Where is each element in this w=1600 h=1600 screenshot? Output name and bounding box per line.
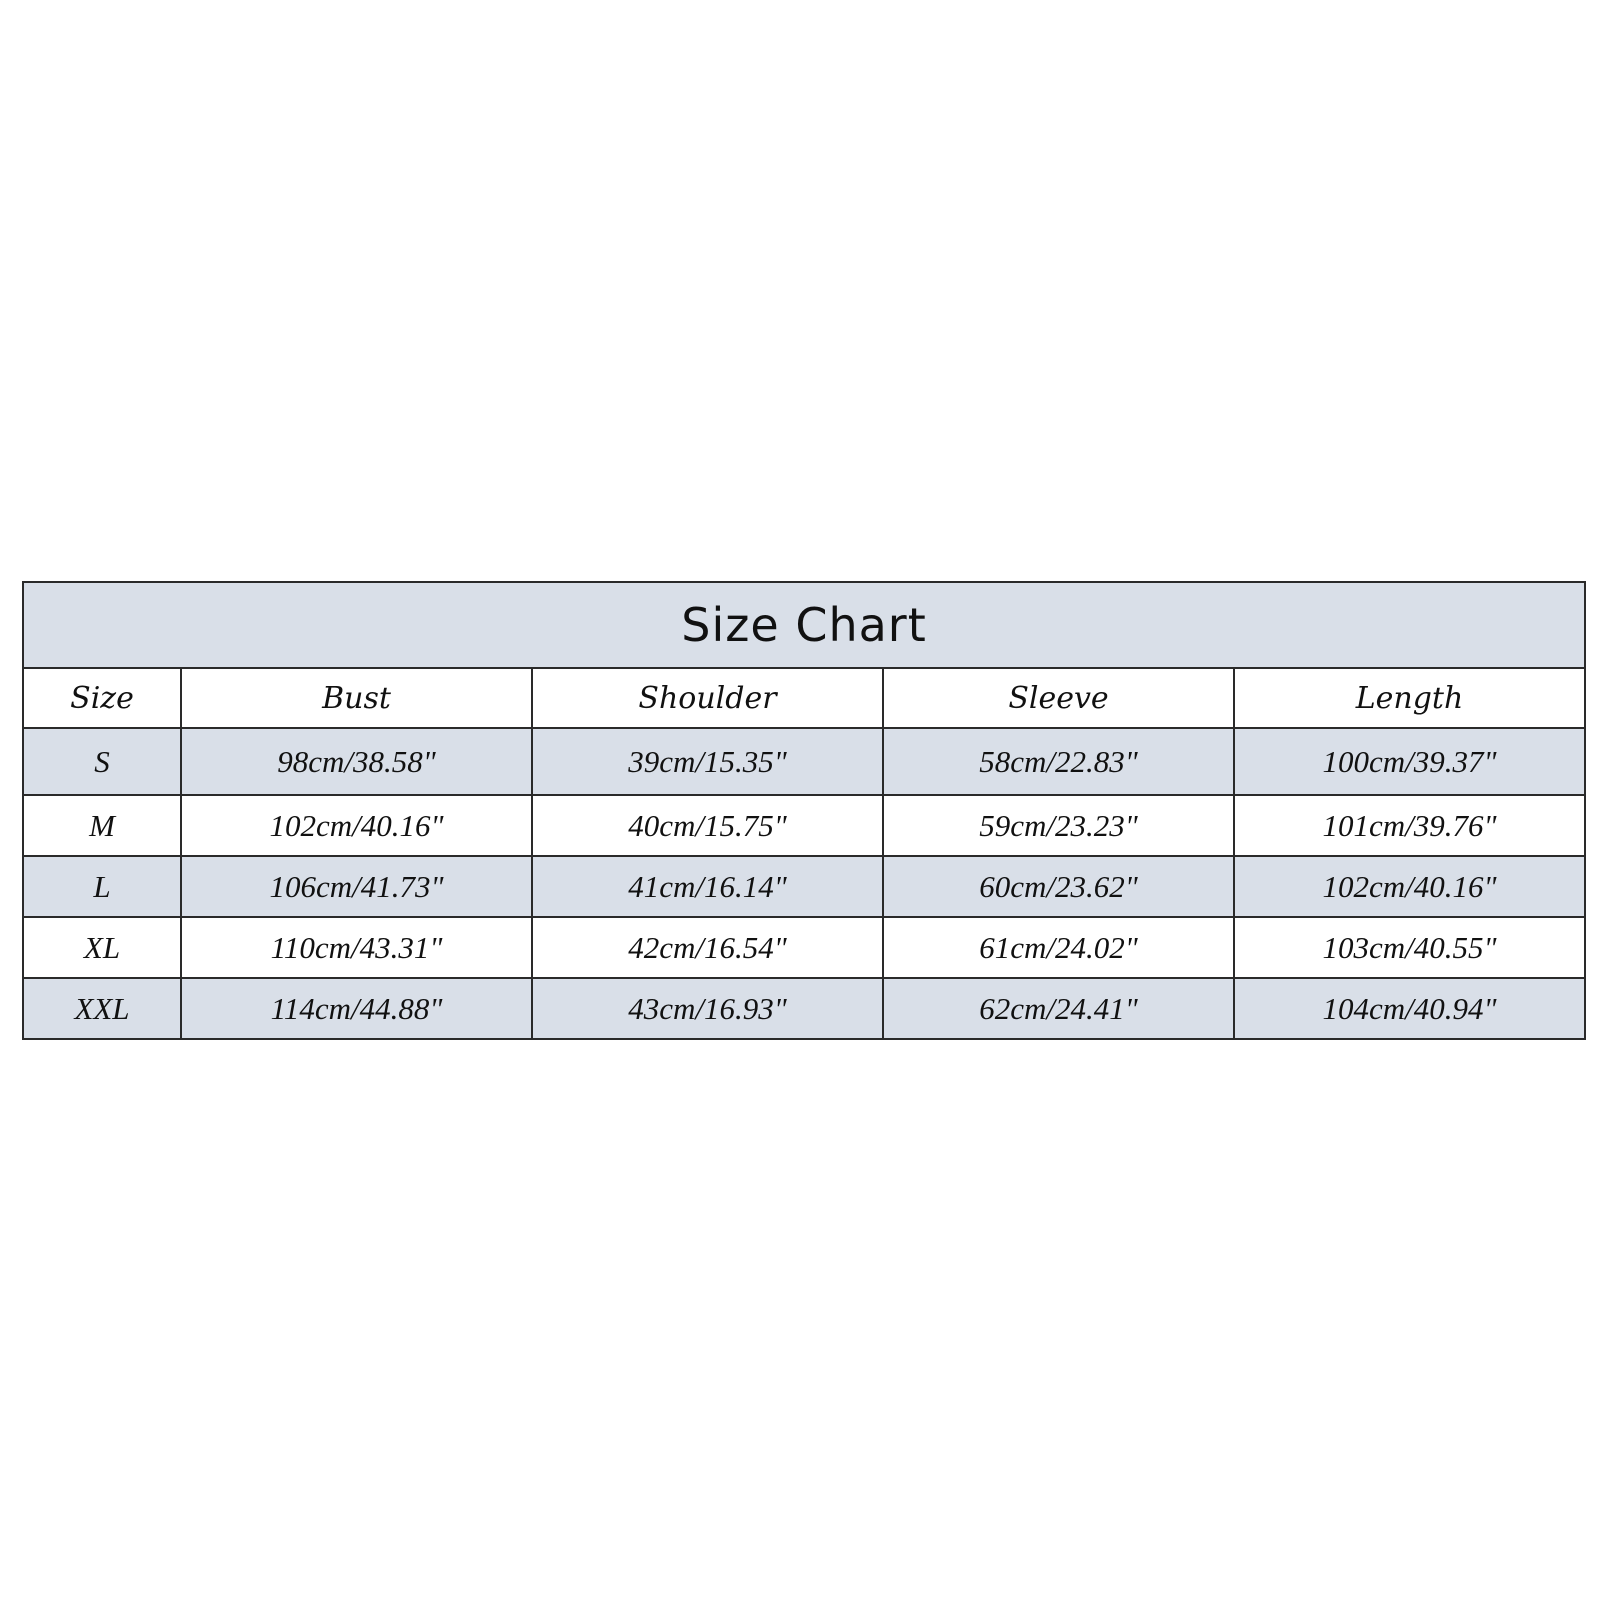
table-row xyxy=(23,856,1585,917)
header-row xyxy=(23,668,1585,728)
bust-cell: 110cm/43.31" xyxy=(181,917,532,978)
length-cell: 101cm/39.76" xyxy=(1234,795,1585,856)
shoulder-cell: 41cm/16.14" xyxy=(532,856,883,917)
table-row xyxy=(23,728,1585,795)
size-cell: S xyxy=(23,728,181,795)
length-cell: 104cm/40.94" xyxy=(1234,978,1585,1039)
column-header-shoulder: Shoulder xyxy=(532,668,883,728)
size-chart-table xyxy=(22,581,1586,1040)
sleeve-cell: 62cm/24.41" xyxy=(883,978,1234,1039)
length-cell: 103cm/40.55" xyxy=(1234,917,1585,978)
sleeve-cell: 61cm/24.02" xyxy=(883,917,1234,978)
bust-cell: 102cm/40.16" xyxy=(181,795,532,856)
column-header-sleeve: Sleeve xyxy=(883,668,1234,728)
column-header-size: Size xyxy=(23,668,181,728)
title-row xyxy=(23,582,1585,668)
size-cell: L xyxy=(23,856,181,917)
sleeve-cell: 58cm/22.83" xyxy=(883,728,1234,795)
column-header-bust: Bust xyxy=(181,668,532,728)
bust-cell: 114cm/44.88" xyxy=(181,978,532,1039)
bust-cell: 98cm/38.58" xyxy=(181,728,532,795)
shoulder-cell: 42cm/16.54" xyxy=(532,917,883,978)
bust-cell: 106cm/41.73" xyxy=(181,856,532,917)
size-chart-title: Size Chart xyxy=(23,582,1585,668)
size-cell: XL xyxy=(23,917,181,978)
shoulder-cell: 40cm/15.75" xyxy=(532,795,883,856)
size-cell: XXL xyxy=(23,978,181,1039)
size-cell: M xyxy=(23,795,181,856)
length-cell: 100cm/39.37" xyxy=(1234,728,1585,795)
table-row xyxy=(23,795,1585,856)
shoulder-cell: 39cm/15.35" xyxy=(532,728,883,795)
length-cell: 102cm/40.16" xyxy=(1234,856,1585,917)
sleeve-cell: 59cm/23.23" xyxy=(883,795,1234,856)
sleeve-cell: 60cm/23.62" xyxy=(883,856,1234,917)
table-row xyxy=(23,978,1585,1039)
column-header-length: Length xyxy=(1234,668,1585,728)
table-row xyxy=(23,917,1585,978)
shoulder-cell: 43cm/16.93" xyxy=(532,978,883,1039)
